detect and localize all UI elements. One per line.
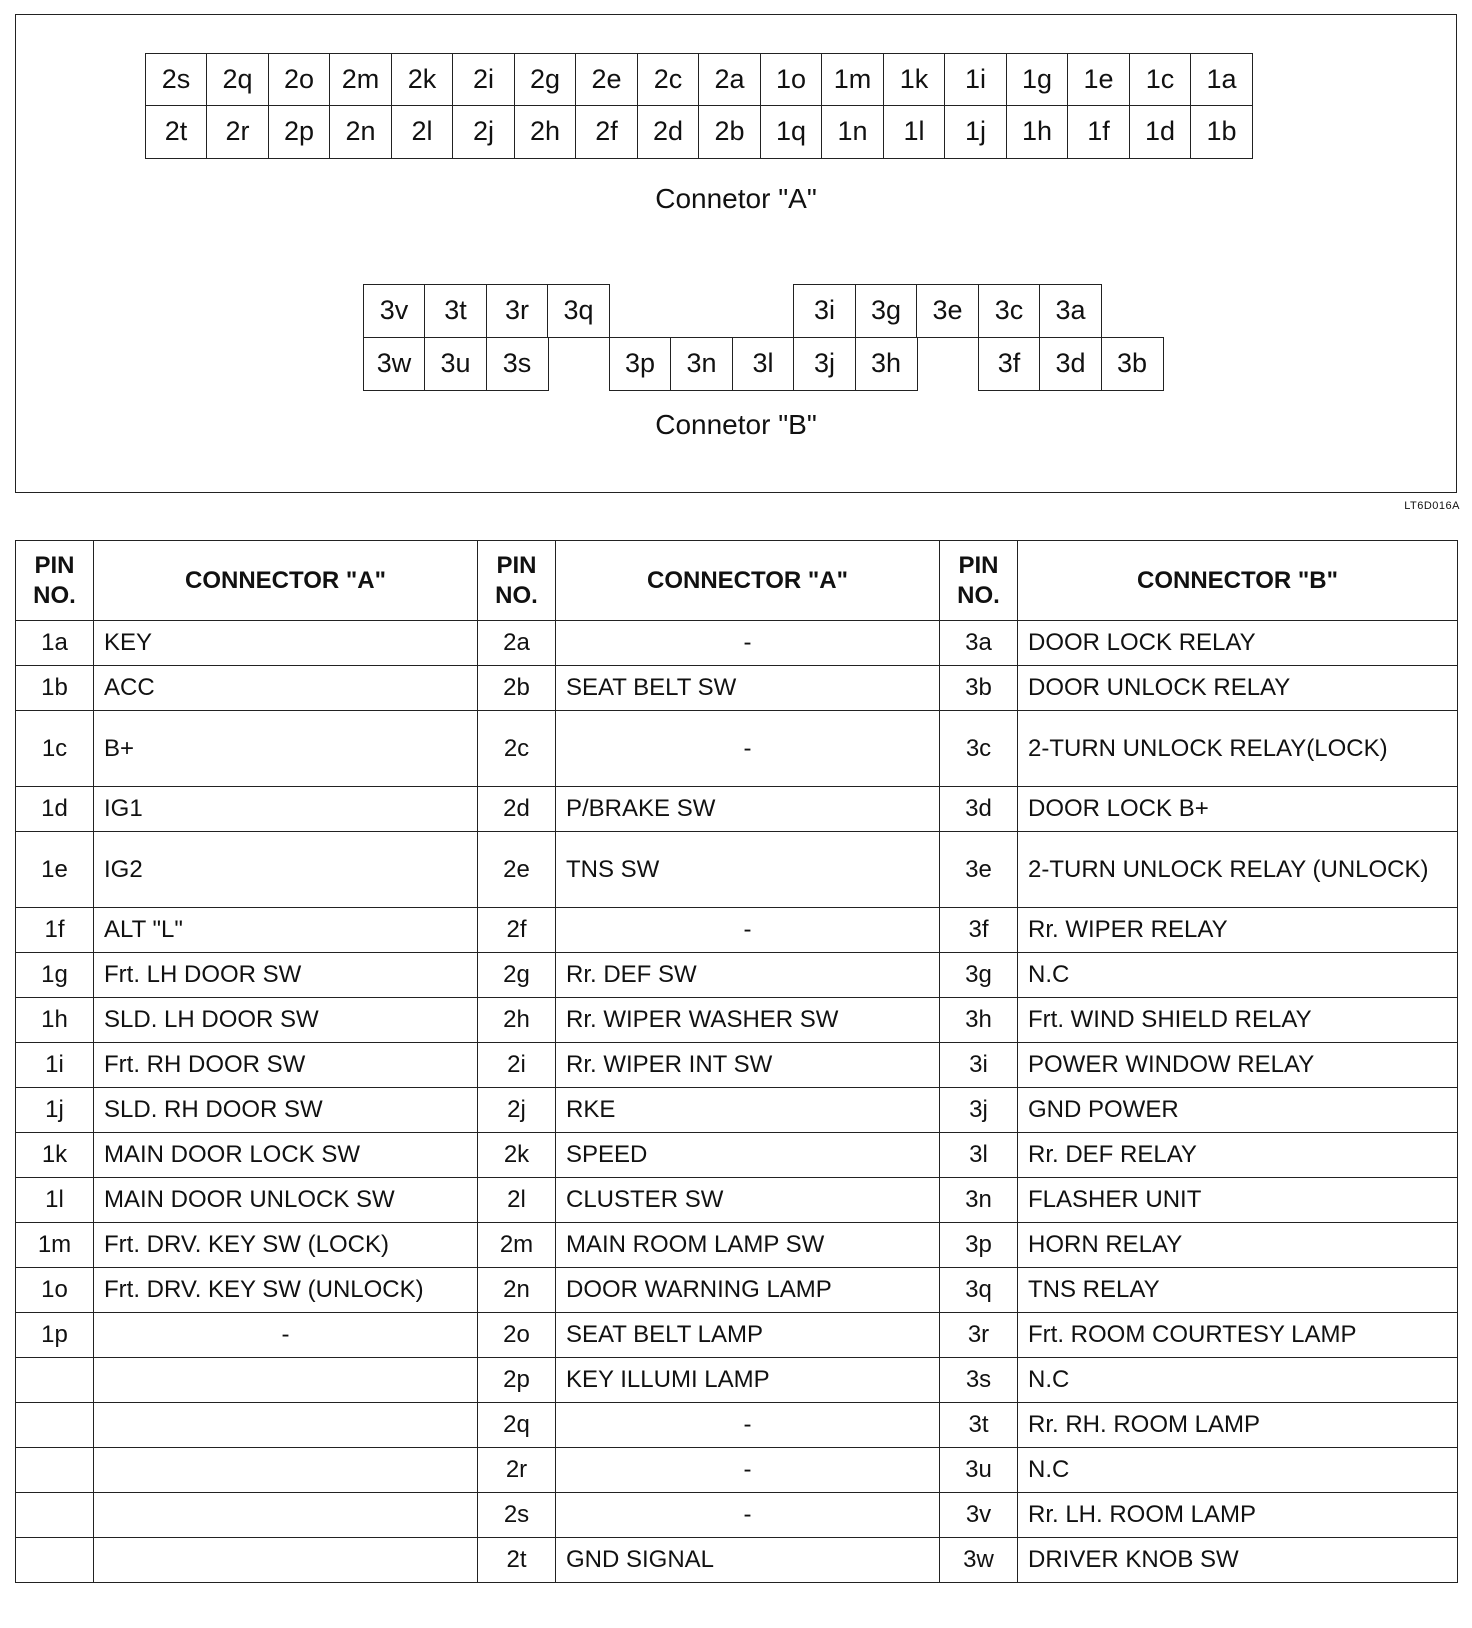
pin-number-cell: 2p [478,1358,556,1403]
connector-a-pin-1d: 1d [1129,105,1192,159]
pin-function-cell: SEAT BELT LAMP [556,1313,940,1358]
table-row [16,1088,1458,1133]
pin-function-cell: SLD. RH DOOR SW [94,1088,478,1133]
pin-number-cell: 3j [940,1088,1018,1133]
pin-function-cell: TNS SW [556,832,940,908]
pin-function-cell: IG1 [94,787,478,832]
pin-function-cell: MAIN DOOR LOCK SW [94,1133,478,1178]
pin-number-cell: 3l [940,1133,1018,1178]
pin-number-cell: 1e [16,832,94,908]
table-row [16,998,1458,1043]
pin-function-cell: POWER WINDOW RELAY [1018,1043,1458,1088]
pin-number-cell: 2r [478,1448,556,1493]
pin-number-cell: 2l [478,1178,556,1223]
table-row [16,1223,1458,1268]
table-row [16,711,1458,787]
connector-a-pin-2l: 2l [391,105,454,159]
connector-a-pin-2b: 2b [698,105,761,159]
connector-a-pin-2m: 2m [329,53,392,107]
pin-function-cell: DOOR LOCK RELAY [1018,621,1458,666]
pin-number-cell [16,1358,94,1403]
connector-b-pin-3w: 3w [363,337,426,391]
pin-number-cell: 2o [478,1313,556,1358]
table-row [16,1313,1458,1358]
pin-function-cell: Rr. RH. ROOM LAMP [1018,1403,1458,1448]
pin-number-cell: 3r [940,1313,1018,1358]
connector-a-pin-2i: 2i [452,53,515,107]
connector-b-pin-3h: 3h [855,337,918,391]
pin-number-cell: 2g [478,953,556,998]
header-pin-no-2: PIN NO. [478,541,556,621]
pin-number-cell: 3u [940,1448,1018,1493]
pin-table [15,540,1458,1583]
connector-a-pin-1l: 1l [883,105,946,159]
table-row [16,1358,1458,1403]
connector-b-pin-3t: 3t [424,284,487,338]
connector-a-pin-2e: 2e [575,53,638,107]
pin-function-cell: DOOR WARNING LAMP [556,1268,940,1313]
pin-number-cell: 2m [478,1223,556,1268]
connector-diagram [15,14,1457,493]
pin-number-cell: 2k [478,1133,556,1178]
pin-function-cell: Rr. DEF SW [556,953,940,998]
connector-a-pin-2g: 2g [514,53,577,107]
pin-function-cell: GND POWER [1018,1088,1458,1133]
connector-gap [609,284,672,338]
connector-a-pin-2o: 2o [268,53,331,107]
pin-number-cell: 3n [940,1178,1018,1223]
pin-function-cell: CLUSTER SW [556,1178,940,1223]
connector-b-pin-3f: 3f [978,337,1041,391]
connector-a-pin-1f: 1f [1067,105,1130,159]
header-connector-b: CONNECTOR "B" [1018,541,1458,621]
pin-number-cell: 1b [16,666,94,711]
connector-a-pin-1g: 1g [1006,53,1069,107]
pin-function-cell: Frt. DRV. KEY SW (LOCK) [94,1223,478,1268]
table-row [16,666,1458,711]
connector-a-pin-1b: 1b [1190,105,1253,159]
pin-number-cell: 3a [940,621,1018,666]
pin-number-cell: 1a [16,621,94,666]
connector-gap [670,284,733,338]
connector-b-bottom-row [364,338,1164,391]
connector-a-pin-2p: 2p [268,105,331,159]
pin-function-cell: - [556,908,940,953]
connector-a-pin-1e: 1e [1067,53,1130,107]
connector-a-pin-1a: 1a [1190,53,1253,107]
pin-function-cell: 2-TURN UNLOCK RELAY(LOCK) [1018,711,1458,787]
connector-gap [732,284,795,338]
connector-a-pin-2f: 2f [575,105,638,159]
pin-function-cell: - [94,1313,478,1358]
pin-function-cell: 2-TURN UNLOCK RELAY (UNLOCK) [1018,832,1458,908]
pin-function-cell: MAIN DOOR UNLOCK SW [94,1178,478,1223]
pin-number-cell: 3q [940,1268,1018,1313]
connector-b-pin-3r: 3r [486,284,549,338]
pin-number-cell: 1c [16,711,94,787]
connector-b-label: Connetor "B" [655,409,817,440]
connector-gap [916,337,979,391]
connector-a-pin-1m: 1m [821,53,884,107]
connector-b-top-row [364,285,1102,338]
pin-function-cell: N.C [1018,1358,1458,1403]
pin-number-cell: 3f [940,908,1018,953]
connector-a-pin-2d: 2d [637,105,700,159]
pin-number-cell: 1h [16,998,94,1043]
pin-function-cell: TNS RELAY [1018,1268,1458,1313]
table-row [16,1538,1458,1583]
pin-function-cell [94,1403,478,1448]
pin-function-cell: MAIN ROOM LAMP SW [556,1223,940,1268]
pin-function-cell: - [556,1493,940,1538]
pin-function-cell: P/BRAKE SW [556,787,940,832]
header-pin-no-3: PIN NO. [940,541,1018,621]
pin-number-cell: 1j [16,1088,94,1133]
pin-function-cell: SPEED [556,1133,940,1178]
connector-b-pin-3j: 3j [793,337,856,391]
pin-function-cell: - [556,711,940,787]
pin-number-cell: 3s [940,1358,1018,1403]
pin-number-cell: 2t [478,1538,556,1583]
connector-a-pin-2h: 2h [514,105,577,159]
pin-function-cell: DOOR LOCK B+ [1018,787,1458,832]
pin-function-cell: Frt. LH DOOR SW [94,953,478,998]
pin-function-cell: RKE [556,1088,940,1133]
pin-function-cell: Rr. LH. ROOM LAMP [1018,1493,1458,1538]
connector-b-pin-3l: 3l [732,337,795,391]
connector-a-pin-2k: 2k [391,53,454,107]
pin-number-cell: 1i [16,1043,94,1088]
pin-number-cell: 3w [940,1538,1018,1583]
pin-number-cell: 3c [940,711,1018,787]
pin-number-cell: 2q [478,1403,556,1448]
pin-number-cell: 3g [940,953,1018,998]
pin-function-cell: DRIVER KNOB SW [1018,1538,1458,1583]
header-connector-a-2: CONNECTOR "A" [556,541,940,621]
pin-number-cell: 3h [940,998,1018,1043]
connector-b-pin-3c: 3c [978,284,1041,338]
pin-number-cell: 2e [478,832,556,908]
pin-function-cell [94,1538,478,1583]
table-row [16,787,1458,832]
connector-a-pin-1j: 1j [944,105,1007,159]
connector-b-pin-3u: 3u [424,337,487,391]
pin-function-cell: - [556,1448,940,1493]
pin-number-cell: 3e [940,832,1018,908]
pin-number-cell: 2d [478,787,556,832]
pin-number-cell: 2s [478,1493,556,1538]
pin-function-cell: Frt. DRV. KEY SW (UNLOCK) [94,1268,478,1313]
pin-function-cell: KEY ILLUMI LAMP [556,1358,940,1403]
pin-number-cell: 3d [940,787,1018,832]
pin-number-cell: 3t [940,1403,1018,1448]
table-row [16,1268,1458,1313]
table-row [16,1043,1458,1088]
table-row [16,1448,1458,1493]
connector-a-pin-2a: 2a [698,53,761,107]
pin-number-cell: 2f [478,908,556,953]
connector-a-pin-2r: 2r [206,105,269,159]
header-connector-a-1: CONNECTOR "A" [94,541,478,621]
pin-number-cell: 2n [478,1268,556,1313]
pin-function-cell: Rr. WIPER RELAY [1018,908,1458,953]
connector-b-pin-3g: 3g [855,284,918,338]
pin-number-cell: 1d [16,787,94,832]
connector-a-pin-1k: 1k [883,53,946,107]
connector-a-pin-2c: 2c [637,53,700,107]
table-row [16,1133,1458,1178]
pin-number-cell: 2i [478,1043,556,1088]
table-row [16,1493,1458,1538]
pin-function-cell: - [556,1403,940,1448]
table-row [16,621,1458,666]
connector-b-pin-3b: 3b [1101,337,1164,391]
pin-number-cell: 2b [478,666,556,711]
pin-number-cell: 1k [16,1133,94,1178]
pin-number-cell: 1o [16,1268,94,1313]
connector-b-pin-3q: 3q [547,284,610,338]
pin-function-cell: SEAT BELT SW [556,666,940,711]
connector-a-pin-1h: 1h [1006,105,1069,159]
connector-a-top-row [146,54,1253,107]
connector-b-pin-3n: 3n [670,337,733,391]
connector-a-pin-1o: 1o [760,53,823,107]
pin-function-cell: Frt. ROOM COURTESY LAMP [1018,1313,1458,1358]
pin-function-cell: DOOR UNLOCK RELAY [1018,666,1458,711]
pin-number-cell: 3b [940,666,1018,711]
pin-number-cell: 1l [16,1178,94,1223]
pin-number-cell [16,1538,94,1583]
pin-function-cell: SLD. LH DOOR SW [94,998,478,1043]
pin-function-cell: FLASHER UNIT [1018,1178,1458,1223]
connector-b-pin-3d: 3d [1039,337,1102,391]
pin-number-cell: 1p [16,1313,94,1358]
connector-a-pin-2q: 2q [206,53,269,107]
connector-a-pin-2t: 2t [145,105,208,159]
pin-function-cell [94,1448,478,1493]
table-row [16,953,1458,998]
connector-a-pin-1c: 1c [1129,53,1192,107]
pin-function-cell: Rr. DEF RELAY [1018,1133,1458,1178]
connector-a-pin-1i: 1i [944,53,1007,107]
pin-function-cell: Rr. WIPER WASHER SW [556,998,940,1043]
connector-b-pin-3s: 3s [486,337,549,391]
pin-function-cell: KEY [94,621,478,666]
pin-number-cell: 1g [16,953,94,998]
pin-number-cell: 2j [478,1088,556,1133]
connector-gap [547,337,610,391]
connector-b-pin-3p: 3p [609,337,672,391]
connector-a-pin-1q: 1q [760,105,823,159]
header-pin-no-1: PIN NO. [16,541,94,621]
pin-number-cell: 2c [478,711,556,787]
connector-b-pin-3v: 3v [363,284,426,338]
figure-code: LT6D016A [1404,500,1460,512]
pin-function-cell: Rr. WIPER INT SW [556,1043,940,1088]
pin-function-cell: ALT "L" [94,908,478,953]
pin-number-cell: 1m [16,1223,94,1268]
pin-table-header [16,541,1458,621]
pin-function-cell: Frt. RH DOOR SW [94,1043,478,1088]
pin-function-cell: B+ [94,711,478,787]
pin-number-cell: 2h [478,998,556,1043]
pin-function-cell: N.C [1018,1448,1458,1493]
connector-b-pin-3e: 3e [916,284,979,338]
connector-b-pin-3i: 3i [793,284,856,338]
pin-function-cell: - [556,621,940,666]
connector-a-bottom-row [146,106,1253,159]
pin-number-cell: 3i [940,1043,1018,1088]
connector-a-pin-2n: 2n [329,105,392,159]
pin-number-cell [16,1403,94,1448]
pin-number-cell [16,1448,94,1493]
pin-function-cell [94,1358,478,1403]
pin-number-cell [16,1493,94,1538]
table-row [16,908,1458,953]
pin-function-cell: HORN RELAY [1018,1223,1458,1268]
pin-function-cell: IG2 [94,832,478,908]
connector-a-label: Connetor "A" [655,183,817,214]
table-row [16,832,1458,908]
table-row [16,1403,1458,1448]
pin-function-cell: Frt. WIND SHIELD RELAY [1018,998,1458,1043]
pin-function-cell: N.C [1018,953,1458,998]
connector-b-pin-3a: 3a [1039,284,1102,338]
table-row [16,1178,1458,1223]
connector-a-pin-2s: 2s [145,53,208,107]
pin-number-cell: 2a [478,621,556,666]
pin-function-cell: ACC [94,666,478,711]
pin-function-cell: GND SIGNAL [556,1538,940,1583]
pin-number-cell: 3v [940,1493,1018,1538]
pin-number-cell: 3p [940,1223,1018,1268]
pin-function-cell [94,1493,478,1538]
connector-a-pin-2j: 2j [452,105,515,159]
connector-a-pin-1n: 1n [821,105,884,159]
pin-number-cell: 1f [16,908,94,953]
